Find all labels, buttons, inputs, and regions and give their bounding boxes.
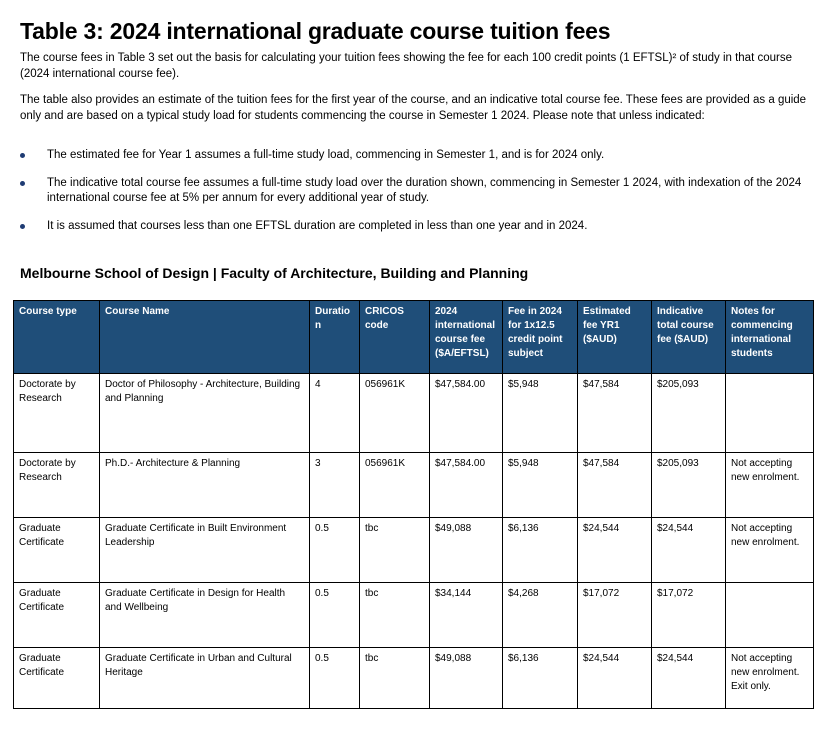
bullet-icon [20, 153, 25, 158]
cell-duration: 0.5 [310, 583, 360, 648]
cell-total-fee: $17,072 [652, 583, 726, 648]
col-header-subject-fee: Fee in 2024 for 1x12.5 credit point subject [503, 301, 578, 374]
cell-total-fee: $24,544 [652, 518, 726, 583]
cell-duration: 0.5 [310, 648, 360, 709]
cell-course-name: Graduate Certificate in Design for Health and Wellbeing [100, 583, 310, 648]
cell-notes: Not accepting new enrolment. [726, 453, 814, 518]
cell-course-name: Ph.D.- Architecture & Planning [100, 453, 310, 518]
cell-course-type: Doctorate by Research [14, 453, 100, 518]
cell-cricos-code: tbc [360, 648, 430, 709]
col-header-international-fee: 2024 international course fee ($A/EFTSL) [430, 301, 503, 374]
list-item-text: It is assumed that courses less than one EFTSL duration are completed in less than one year and in 2024. [47, 220, 588, 232]
cell-duration: 0.5 [310, 518, 360, 583]
table-header-row [14, 301, 814, 374]
cell-cricos-code: 056961K [360, 453, 430, 518]
intro-paragraph-1: The course fees in Table 3 set out the basis for calculating your tuition fees showing the fee for each 100 credit points (1 EFTSL)² of study in that course (2024 international course fee). [20, 52, 792, 80]
col-header-notes: Notes for commencing international students [726, 301, 814, 374]
cell-estimated-yr1: $47,584 [578, 374, 652, 453]
list-item [20, 148, 810, 163]
cell-cricos-code: tbc [360, 583, 430, 648]
cell-total-fee: $24,544 [652, 648, 726, 709]
col-header-estimated-yr1: Estimated fee YR1 ($AUD) [578, 301, 652, 374]
cell-international-fee: $49,088 [430, 518, 503, 583]
cell-notes: Not accepting new enrolment. [726, 518, 814, 583]
cell-total-fee: $205,093 [652, 374, 726, 453]
cell-course-type: Graduate Certificate [14, 648, 100, 709]
table-row [14, 583, 814, 648]
section-heading: Melbourne School of Design | Faculty of Architecture, Building and Planning [20, 265, 529, 281]
cell-course-type: Doctorate by Research [14, 374, 100, 453]
cell-subject-fee: $5,948 [503, 374, 578, 453]
cell-international-fee: $34,144 [430, 583, 503, 648]
cell-international-fee: $47,584.00 [430, 453, 503, 518]
list-item-text: The indicative total course fee assumes a full-time study load over the duration shown, commencing in Semester 1 2024, with indexation of the 2024 international course fee at 5% per annum for every additional year of study. [47, 177, 802, 204]
col-header-course-type: Course type [14, 301, 100, 374]
col-header-duration: Duration [310, 301, 360, 374]
cell-estimated-yr1: $24,544 [578, 518, 652, 583]
cell-course-name: Graduate Certificate in Urban and Cultural Heritage [100, 648, 310, 709]
tuition-fees-table [13, 300, 814, 709]
cell-subject-fee: $5,948 [503, 453, 578, 518]
bullet-icon [20, 224, 25, 229]
cell-notes [726, 374, 814, 453]
cell-cricos-code: 056961K [360, 374, 430, 453]
table-row [14, 453, 814, 518]
cell-course-name: Doctor of Philosophy - Architecture, Building and Planning [100, 374, 310, 453]
table-row [14, 374, 814, 453]
cell-notes: Not accepting new enrolment. Exit only. [726, 648, 814, 709]
page-title: Table 3: 2024 international graduate course tuition fees [20, 18, 611, 44]
cell-subject-fee: $4,268 [503, 583, 578, 648]
assumptions-list [20, 148, 810, 234]
intro-paragraph-2: The table also provides an estimate of the tuition fees for the first year of the course, and an indicative total course fee. These fees are provided as a guide only and are based on a typical study load for students commencing the course in Semester 1 2024. Please note that unless indicated: [20, 94, 807, 122]
cell-subject-fee: $6,136 [503, 648, 578, 709]
cell-estimated-yr1: $17,072 [578, 583, 652, 648]
table-row [14, 518, 814, 583]
cell-duration: 3 [310, 453, 360, 518]
cell-course-type: Graduate Certificate [14, 583, 100, 648]
cell-international-fee: $49,088 [430, 648, 503, 709]
cell-course-type: Graduate Certificate [14, 518, 100, 583]
col-header-cricos-code: CRICOS code [360, 301, 430, 374]
cell-subject-fee: $6,136 [503, 518, 578, 583]
bullet-icon [20, 181, 25, 186]
cell-estimated-yr1: $47,584 [578, 453, 652, 518]
cell-cricos-code: tbc [360, 518, 430, 583]
col-header-course-name: Course Name [100, 301, 310, 374]
cell-duration: 4 [310, 374, 360, 453]
list-item [20, 176, 810, 206]
cell-estimated-yr1: $24,544 [578, 648, 652, 709]
list-item-text: The estimated fee for Year 1 assumes a full-time study load, commencing in Semester 1, and is for 2024 only. [47, 149, 605, 161]
cell-international-fee: $47,584.00 [430, 374, 503, 453]
cell-course-name: Graduate Certificate in Built Environment Leadership [100, 518, 310, 583]
list-item [20, 219, 810, 234]
table-row [14, 648, 814, 709]
cell-total-fee: $205,093 [652, 453, 726, 518]
cell-notes [726, 583, 814, 648]
col-header-total-fee: Indicative total course fee ($AUD) [652, 301, 726, 374]
